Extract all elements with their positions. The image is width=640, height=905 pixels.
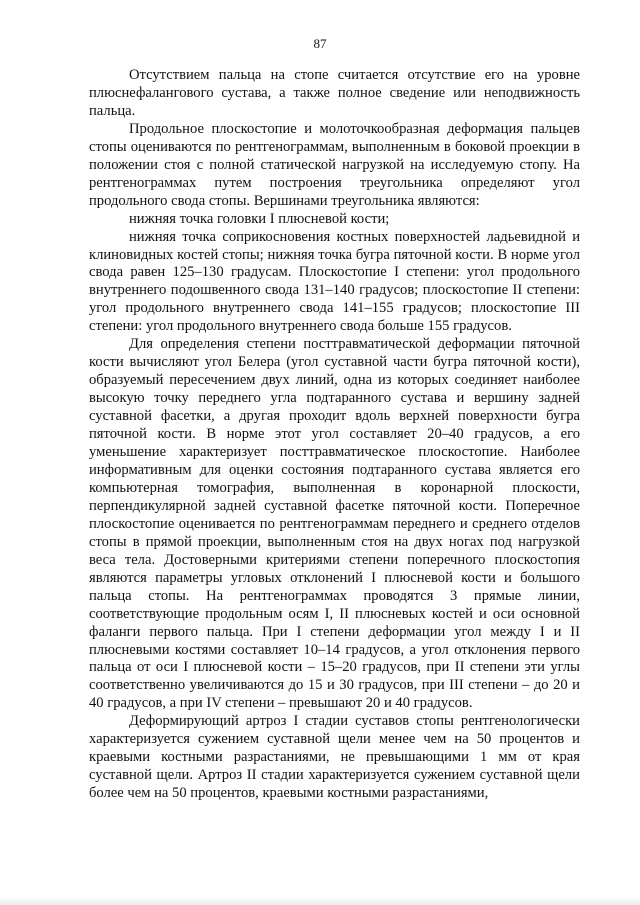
paragraph-longitudinal-flatfoot: Продольное плоскостопие и молоточкообразная деформация пальцев стопы оцениваются по рентгенограммам, выполненным в боковой проекции в положении стоя с полной статической нагрузкой на исследуемую стопу. На рентгенограммах путем построения треугольника определяют угол продольного свода стопы. Вершинами треугольника являются:	[89, 120, 580, 209]
paragraph-calcaneus-deformity: Для определения степени посттравматической деформации пяточной кости вычисляют угол Белера (угол суставной части бугра пяточной кости), образуемый пересечением двух линий, одна из которых соединяет наиболее высокую точку переднего угла подтаранного сустава и вершину задней суставной фасетки, а другая проходит вдоль верхней поверхности бугра пяточной кости. В норме этот угол составляет 20–40 градусов, а его уменьшение характеризует посттравматическое плоскостопие. Наиболее информативным для оценки состояния подтаранного сустава является его компьютерная томография, выполненная в коронарной плоскости, перпендикулярной задней суставной фасетке пяточной кости. Поперечное плоскостопие оценивается по рентгенограммам переднего и среднего отделов стопы в прямой проекции, выполненным стоя на двух ногах под нагрузкой веса тела. Достоверными критериями степени поперечного плоскостопия являются параметры угловых отклонений I плюсневой кости и большого пальца стопы. На рентгенограммах проводятся 3 прямые линии, соответствующие продольным осям I, II плюсневых костей и оси основной фаланги первого пальца. При I степени деформации угол между I и II плюсневыми костями составляет 10–14 градусов, а угол отклонения первого пальца от оси I плюсневой кости – 15–20 градусов, при II степени эти углы соответственно увеличиваются до 15 и 30 градусов, при III степени – до 20 и 40 градусов, а при IV степени – превышают 20 и 40 градусов.	[89, 336, 580, 712]
body-text	[89, 67, 580, 803]
page-number: 87	[313, 36, 327, 51]
paragraph-arthrosis: Деформирующий артроз I стадии суставов стопы рентгенологически характеризуется сужением суставной щели менее чем на 50 процентов и краевыми костными разрастаниями, не превышающими 1 мм от края суставной щели. Артроз II стадии характеризуется сужением суставной щели более чем на 50 процентов, краевыми костными разрастаниями,	[89, 713, 580, 802]
paragraph-missing-toe: Отсутствием пальца на стопе считается отсутствие его на уровне плюснефалангового сустава, а также полное сведение или неподвижность пальца.	[89, 67, 580, 119]
paragraph-triangle-vertex-1: нижняя точка головки I плюсневой кости;	[129, 210, 390, 227]
scan-bottom-edge	[0, 897, 640, 905]
paragraph-triangle-vertex-2: нижняя точка соприкосновения костных поверхностей ладьевидной и клиновидных костей стопы; нижняя точка бугра пяточной кости. В норме угол свода равен 125–130 градусам. Плоскостопие I степени: угол продольного внутреннего подошвенного свода 131–140 градусов; плоскостопие II степени: угол продольного внутреннего свода 141–155 градусов; плоскостопие III степени: угол продольного внутреннего свода больше 155 градусов.	[89, 228, 580, 335]
